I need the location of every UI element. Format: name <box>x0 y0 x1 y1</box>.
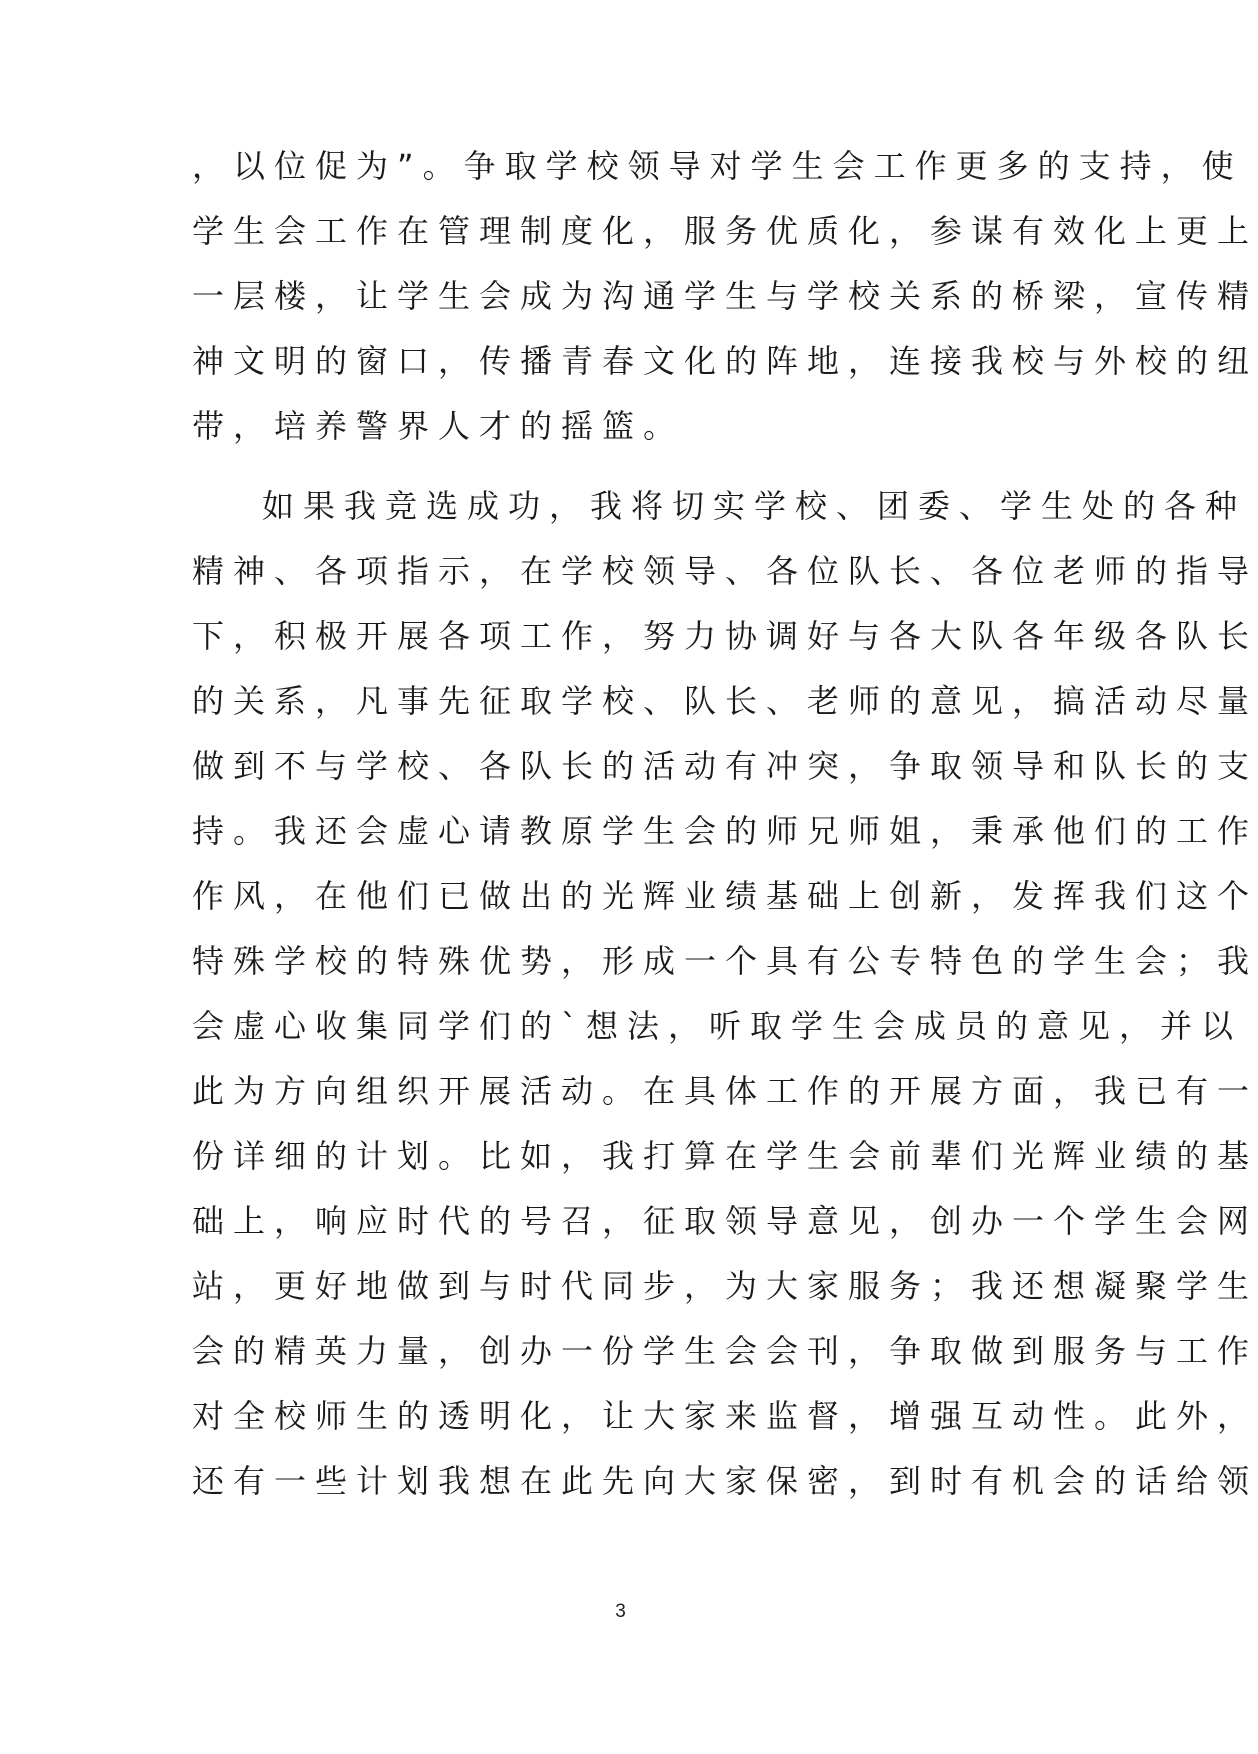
page-number: 3 <box>615 1601 626 1622</box>
body-text-line: 持。我还会虚心请教原学生会的师兄师姐，秉承他们的工作 <box>192 812 1258 850</box>
body-text-line: 会的精英力量，创办一份学生会会刊，争取做到服务与工作 <box>192 1332 1258 1370</box>
body-text-line: 精神、各项指示，在学校领导、各位队长、各位老师的指导 <box>192 552 1258 590</box>
body-text-line: 份详细的计划。比如，我打算在学生会前辈们光辉业绩的基 <box>192 1137 1258 1175</box>
body-text-line: 特殊学校的特殊优势，形成一个具有公专特色的学生会；我 <box>192 942 1258 980</box>
body-text-line: 神文明的窗口，传播青春文化的阵地，连接我校与外校的纽 <box>192 342 1258 380</box>
body-text-line: ，以位促为”。争取学校领导对学生会工作更多的支持，使 <box>192 147 1243 185</box>
body-text-line: 此为方向组织开展活动。在具体工作的开展方面，我已有一 <box>192 1072 1258 1110</box>
body-text-line: 会虚心收集同学们的`想法，听取学生会成员的意见，并以 <box>192 1007 1243 1045</box>
paragraph-first-line: 如果我竞选成功，我将切实学校、团委、学生处的各种 <box>262 487 1247 525</box>
body-text-line: 下，积极开展各项工作，努力协调好与各大队各年级各队长 <box>192 617 1258 655</box>
body-text-line: 一层楼，让学生会成为沟通学生与学校关系的桥梁，宣传精 <box>192 277 1258 315</box>
body-text-line: 站，更好地做到与时代同步，为大家服务；我还想凝聚学生 <box>192 1267 1258 1305</box>
body-text-line: 的关系，凡事先征取学校、队长、老师的意见，搞活动尽量 <box>192 682 1258 720</box>
body-text-line: 础上，响应时代的号召，征取领导意见，创办一个学生会网 <box>192 1202 1258 1240</box>
body-text-line: 作风，在他们已做出的光辉业绩基础上创新，发挥我们这个 <box>192 877 1258 915</box>
body-text-line: 学生会工作在管理制度化，服务优质化，参谋有效化上更上 <box>192 212 1258 250</box>
body-text-line: 带，培养警界人才的摇篮。 <box>192 407 685 445</box>
body-text-line: 做到不与学校、各队长的活动有冲突，争取领导和队长的支 <box>192 747 1258 785</box>
body-text-line: 对全校师生的透明化，让大家来监督，增强互动性。此外， <box>192 1397 1258 1435</box>
body-text-line: 还有一些计划我想在此先向大家保密，到时有机会的话给领 <box>192 1462 1258 1500</box>
